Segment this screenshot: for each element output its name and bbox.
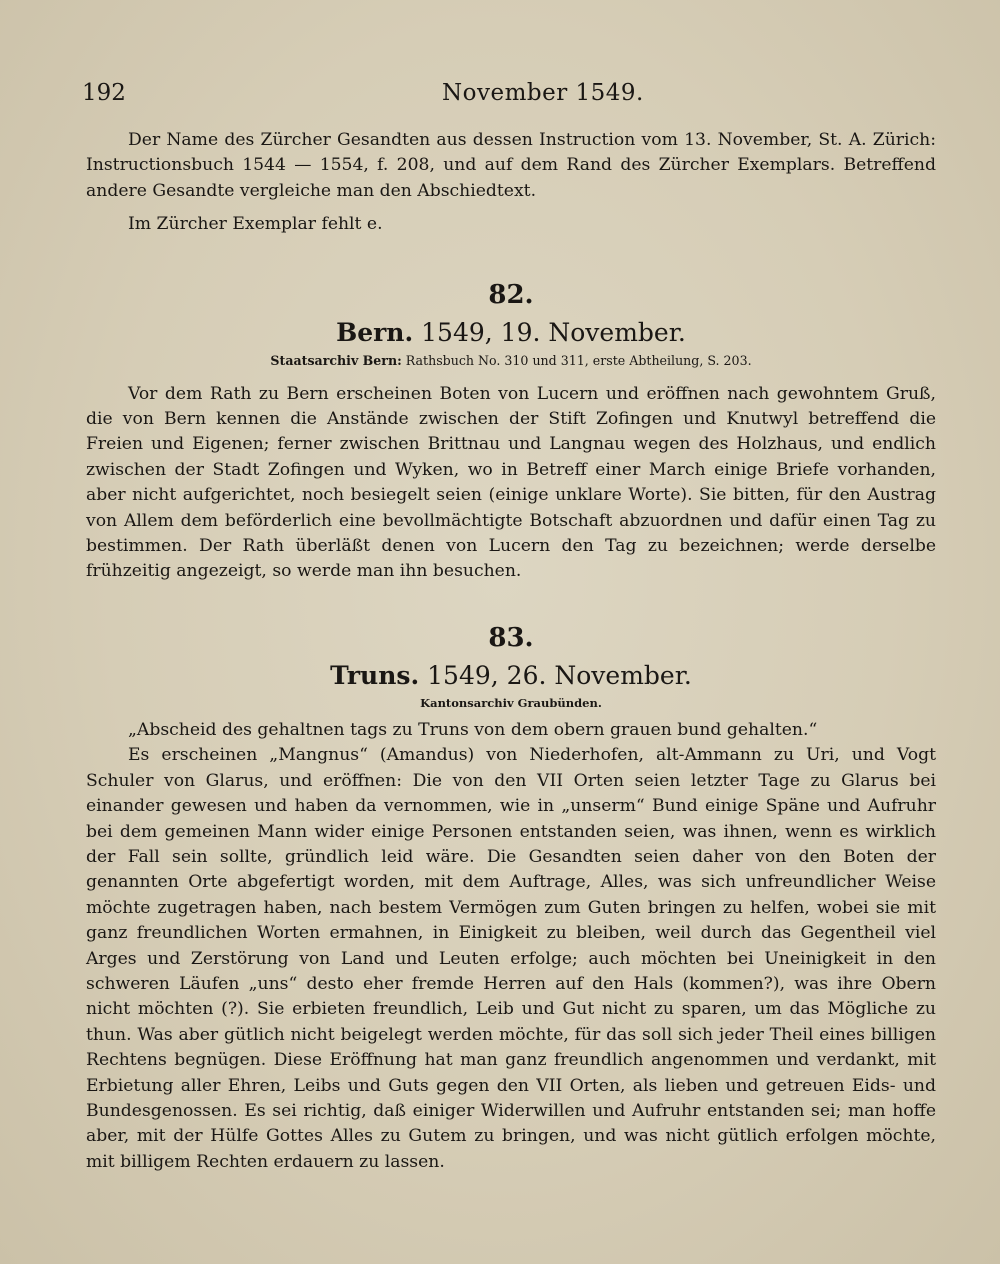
- source-label: Staatsarchiv Bern:: [270, 352, 402, 368]
- footnote-paragraph: Der Name des Zürcher Gesandten aus dessen Instruction vom 13. November, St. A. Zürich: Instructionsbuch 1544 — 1554, f. 208, und auf dem Rand des Zürcher Exemplars. Betreffend andere Gesandte vergleiche man den Abschiedtext.: [86, 130, 936, 201]
- entry-source: [86, 353, 936, 368]
- footnote-paragraph: Im Zürcher Exemplar fehlt e.: [128, 214, 383, 235]
- entry-paragraph: Es erscheinen „Mangnus“ (Amandus) von Niederhofen, alt-Ammann zu Uri, und Vogt Schuler von Glarus, und eröffnen: Die von den VII Orten seien letzter Tage zu Glarus bei einander gewesen und haben da vernommen, wie in „unserm“ Bund einige Späne und Aufruhr bei dem gemeinen Mann wider einige Personen entstanden seien, was ihnen, wenn es wirklich der Fall sein sollte, gründlich leid wäre. Die Gesandten seien daher von den Boten der genannten Orte abgefertigt worden, mit dem Auftrage, Alles, was sich unfreundlicher Weise möchte zugetragen haben, nach bestem Vermögen zum Guten bringen zu helfen, wobei sie mit ganz freundlichen Worten ermahnen, in Einigkeit zu bleiben, weil durch das Gegentheil viel Arges und Zerstörung von Land und Leuten erfolge; auch möchten bei Uneinigkeit in den schweren Läufen „uns“ desto eher fremde Herren auf den Hals (kommen?), was ihre Obern nicht möchten (?). Sie erbieten freundlich, Leib und Gut nicht zu sparen, um das Mögliche zu thun. Was aber gütlich nicht beigelegt werden möchte, für das soll sich jeder Theil eines billigen Rechtens begnügen. Diese Eröffnung hat man ganz freundlich angenommen und verdankt, mit Erbietung aller Ehren, Leibs und Guts gegen den VII Orten, als lieben und getreuen Eids- und Bundesgenossen. Es sei richtig, daß einiger Widerwillen und Aufruhr entstanden sei; man hoffe aber, mit der Hülfe Gottes Alles zu Gutem zu bringen, und was nicht gütlich erfolgen möchte, mit billigem Rechten erdauern zu lassen.: [86, 745, 936, 1172]
- entry-date: 26. November.: [506, 660, 692, 690]
- entry-83: [86, 623, 936, 1175]
- entry-paragraph: Vor dem Rath zu Bern erscheinen Boten von Lucern und eröffnen nach gewohntem Gruß, die von Bern kennen die Anstände zwischen der Stift Zofingen und Knutwyl betreffend die Freien und Eigenen; ferner zwischen Brittnau und Langnau wegen des Holzhaus, und endlich zwischen der Stadt Zofingen und Wyken, wo in Betreff einer March einige Briefe vorhanden, aber nicht aufgerichtet, noch besiegelt seien (einige unklare Worte). Sie bitten, für den Austrag von Allem dem beförderlich eine bevollmächtigte Botschaft abzuordnen und dafür einen Tag zu bestimmen. Der Rath überläßt denen von Lucern den Tag zu bezeichnen; werde derselbe frühzeitig angezeigt, so werde man ihn besuchen.: [86, 383, 936, 582]
- entry-date: 19. November.: [500, 317, 686, 347]
- entry-source: [86, 696, 936, 710]
- entry-heading: [86, 661, 936, 690]
- source-label: Kantonsarchiv Graubünden.: [420, 695, 602, 710]
- entry-year: 1549,: [421, 317, 493, 347]
- page-number: 192: [82, 80, 126, 106]
- entry-paragraph: „Abscheid des gehaltnen tags zu Truns von dem obern grauen bund gehalten.“: [128, 719, 818, 740]
- entry-heading: [86, 318, 936, 347]
- entry-place: Bern.: [336, 317, 414, 347]
- entry-number: 82.: [488, 279, 534, 310]
- entry-number: 83.: [488, 622, 534, 653]
- source-text: Rathsbuch No. 310 und 311, erste Abtheilung, S. 203.: [405, 352, 752, 368]
- running-head: November 1549.: [442, 80, 644, 106]
- entry-year: 1549,: [427, 660, 499, 690]
- page-header: [82, 80, 938, 114]
- entry-place: Truns.: [330, 660, 420, 690]
- entry-82: [86, 280, 936, 585]
- page-body: [86, 128, 936, 1175]
